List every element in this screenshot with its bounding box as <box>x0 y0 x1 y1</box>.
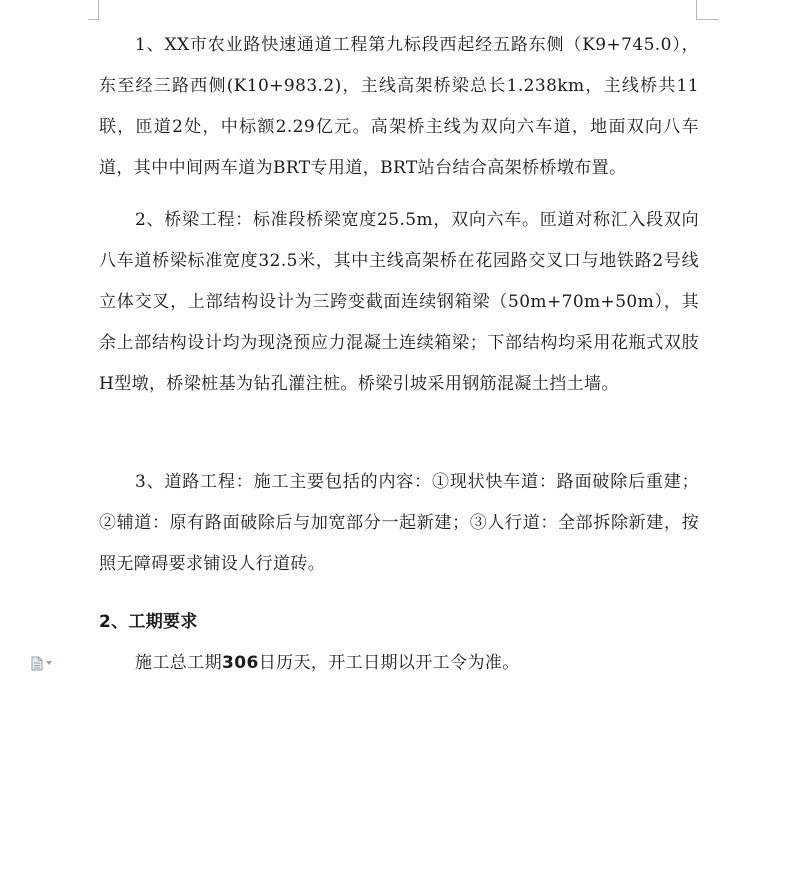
paragraph-text: 1、XX市农业路快速通道工程第九标段西起经五路东侧（K9+745.0），东至经三路西侧(K10+983.2)，主线高架桥梁总长1.238km，主线桥共11联，匝道2处，中标额2.29亿元。高架桥主线为双向六车道，地面双向八车道，其中中间两车道为BRT专用道，BRT站台结合高架桥桥墩布置。 <box>99 35 699 178</box>
paragraph-schedule <box>99 643 699 684</box>
top-left-crop-mark <box>88 0 99 20</box>
paragraph-text: 3、道路工程：施工主要包括的内容：①现状快车道：路面破除后重建；②辅道：原有路面破除后与加宽部分一起新建；③人行道：全部拆除新建，按照无障碍要求铺设人行道砖。 <box>99 472 699 574</box>
paragraph-bridge-works <box>99 200 699 405</box>
paragraph-road-works <box>99 462 699 585</box>
chevron-down-icon <box>46 661 52 665</box>
schedule-text-after: 日历天，开工日期以开工令为准。 <box>258 653 520 673</box>
document-icon <box>31 656 43 671</box>
schedule-text-before: 施工总工期 <box>135 653 222 673</box>
paragraph-text: 2、桥梁工程：标准段桥梁宽度25.5m，双向六车。匝道对称汇入段双向八车道桥梁标准宽度32.5米，其中主线高架桥在花园路交叉口与地铁路2号线立体交叉，上部结构设计为三跨变截面连续钢箱梁（50m+70m+50m），其余上部结构设计均为现浇预应力混凝土连续箱梁；下部结构均采用花瓶式双肢H型墩，桥梁桩基为钻孔灌注桩。桥梁引坡采用钢筋混凝土挡土墙。 <box>99 210 699 394</box>
paragraph-project-overview <box>99 25 699 189</box>
schedule-days-value: 306 <box>222 653 259 673</box>
top-right-crop-mark <box>696 0 719 20</box>
section-heading-schedule: 2、工期要求 <box>99 612 198 632</box>
paragraph-menu-button[interactable] <box>31 655 57 671</box>
